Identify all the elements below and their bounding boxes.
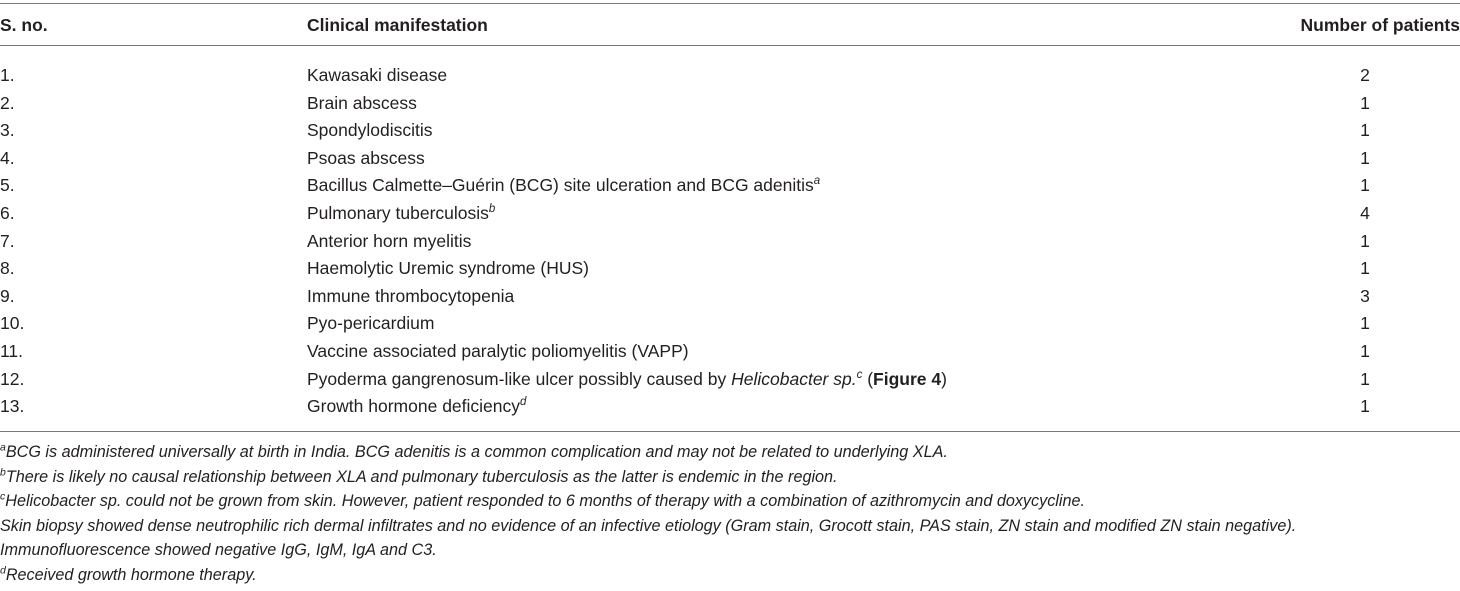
table-row	[0, 255, 1460, 283]
header-rule	[0, 45, 1460, 46]
row-sno: 6.	[0, 202, 15, 223]
footnote-mark: d	[520, 396, 527, 409]
footnote-c-biopsy: Skin biopsy showed dense neutrophilic rich dermal infiltrates and no evidence of an infective etiology (Gram stain, Grocott stain, PAS stain, ZN stain and modified ZN stain negative).	[0, 516, 1297, 535]
row-manifestation: Haemolytic Uremic syndrome (HUS)	[307, 258, 589, 279]
top-rule	[0, 3, 1460, 4]
header-sno: S. no.	[0, 15, 48, 35]
row-sno: 10.	[0, 313, 25, 334]
header-clinical-manifestation: Clinical manifestation	[307, 15, 488, 35]
row-count: 1	[1360, 313, 1370, 334]
table-row	[0, 283, 1460, 311]
row-manifestation: Anterior horn myelitis	[307, 230, 472, 251]
row-sno: 1.	[0, 65, 15, 85]
table-row	[0, 90, 1460, 118]
row-sno: 4.	[0, 147, 15, 168]
row-count: 1	[1360, 175, 1370, 196]
row-manifestation: Pyoderma gangrenosum-like ulcer possibly caused by Helicobacter sp.$^c$ (Figure 4)	[307, 368, 947, 389]
footnote-mark: b	[488, 203, 496, 216]
row-sno: 7.	[0, 230, 15, 251]
row-count: 1	[1360, 92, 1370, 113]
row-manifestation: Pulmonary tuberculosis$^b$	[307, 202, 496, 223]
row-count: 1	[1360, 258, 1370, 279]
row-count: 1	[1360, 147, 1370, 168]
row-sno: 8.	[0, 258, 15, 279]
table-footnotes	[0, 440, 1460, 588]
table-row	[0, 172, 1460, 200]
bottom-rule	[0, 431, 1460, 432]
table-row	[0, 366, 1460, 394]
row-sno: 9.	[0, 285, 15, 306]
footnote-b: $^b$There is likely no causal relationship between XLA and pulmonary tuberculosis as the latter is endemic in the region.	[0, 466, 838, 486]
row-sno: 3.	[0, 120, 15, 141]
row-count: 1	[1360, 120, 1370, 141]
table-row	[0, 62, 1460, 90]
figure-reference: Figure 4	[873, 368, 942, 389]
row-count: 1	[1360, 230, 1370, 251]
row-manifestation: Immune thrombocytopenia	[307, 285, 515, 306]
table-row	[0, 117, 1460, 145]
row-count: 1	[1360, 396, 1370, 417]
table-row	[0, 338, 1460, 366]
row-manifestation: Psoas abscess	[307, 147, 425, 168]
row-count: 2	[1360, 65, 1370, 85]
row-manifestation: Growth hormone deficiency$^d$	[307, 396, 527, 417]
footnote-a: $^a$BCG is administered universally at birth in India. BCG adenitis is a common complication and may not be related to underlying XLA.	[0, 441, 948, 461]
table-row	[0, 310, 1460, 338]
footnote-mark: c	[856, 368, 863, 381]
row-count: 1	[1360, 368, 1370, 389]
row-manifestation: Spondylodiscitis	[307, 120, 433, 141]
footnote-mark: a	[813, 175, 821, 188]
footnote-c-immunofluorescence: Immunofluorescence showed negative IgG, IgM, IgA and C3.	[0, 541, 437, 560]
table-body	[0, 62, 1460, 421]
table-row	[0, 200, 1460, 228]
row-manifestation: Vaccine associated paralytic poliomyelitis (VAPP)	[307, 340, 689, 361]
header-number-of-patients: Number of patients	[1300, 15, 1460, 35]
row-manifestation: Brain abscess	[307, 92, 417, 113]
row-count: 1	[1360, 340, 1370, 361]
row-manifestation: Pyo-pericardium	[307, 313, 435, 334]
row-sno: 5.	[0, 175, 15, 196]
footnote-d: $^d$Received growth hormone therapy.	[0, 564, 257, 584]
row-sno: 13.	[0, 396, 25, 417]
footnote-c: $^c$Helicobacter sp. could not be grown from skin. However, patient responded to 6 months of therapy with a combination of azithromycin and doxycycline.	[0, 490, 1085, 511]
row-manifestation: Bacillus Calmette–Guérin (BCG) site ulceration and BCG adenitis$^a$	[307, 175, 821, 196]
row-count: 4	[1360, 202, 1370, 223]
row-count: 3	[1360, 285, 1370, 306]
row-sno: 12.	[0, 368, 25, 389]
row-manifestation: Kawasaki disease	[307, 65, 448, 85]
table-row	[0, 393, 1460, 421]
row-sno: 2.	[0, 92, 15, 113]
table-row	[0, 145, 1460, 173]
row-sno: 11.	[0, 340, 24, 361]
table-row	[0, 228, 1460, 256]
